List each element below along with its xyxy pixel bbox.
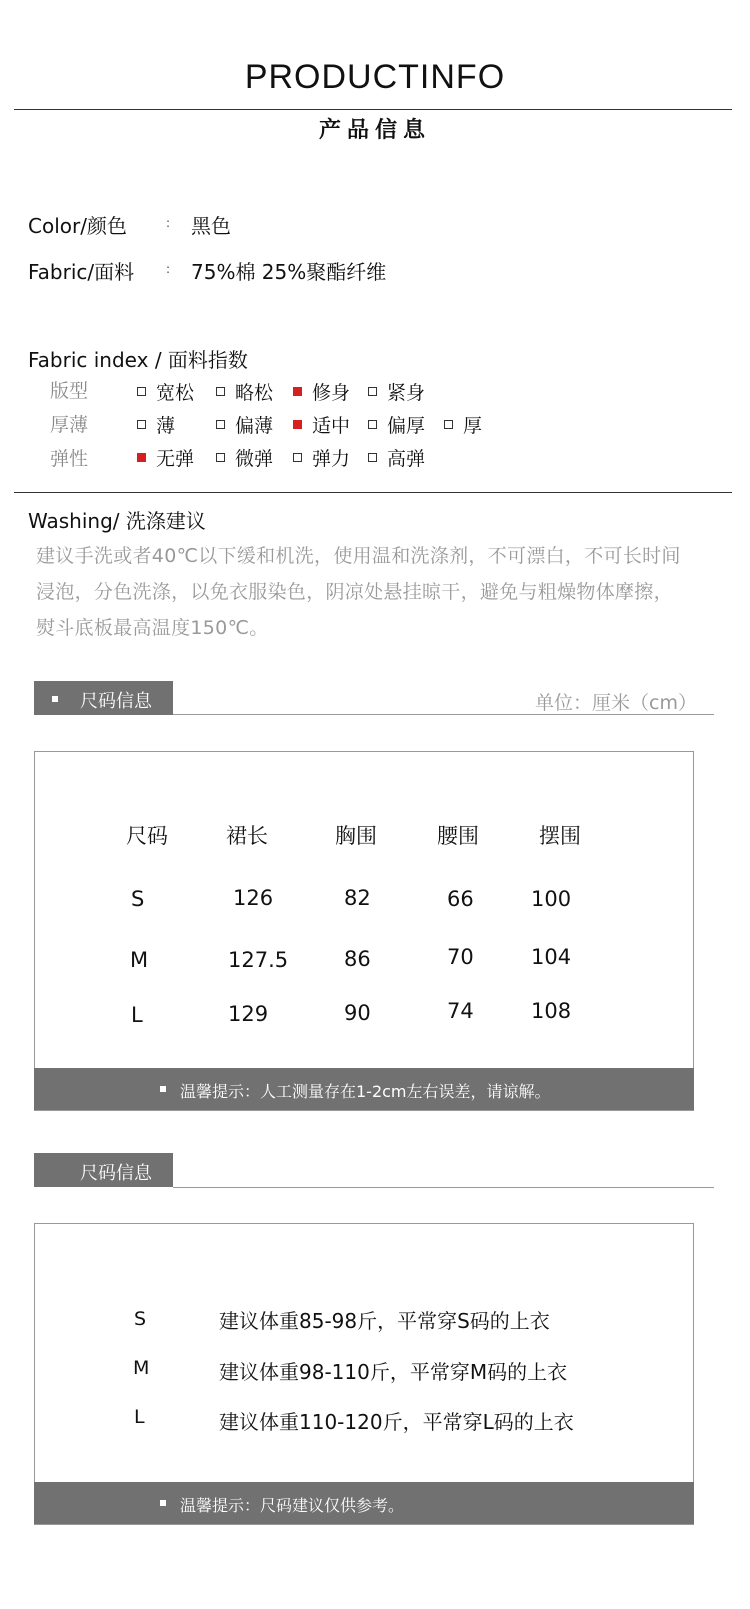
- size-table-header: 摆围: [539, 824, 581, 848]
- size-table-cell: 108: [531, 999, 572, 1023]
- advice-note-text: 温馨提示：尺码建议仅供参考。: [180, 1496, 405, 1515]
- spec-fabric-label: Fabric/面料: [28, 260, 135, 284]
- size-advice-text: 建议体重85-98斤，平常穿S码的上衣: [219, 1309, 550, 1333]
- size-advice-tab: [34, 1153, 173, 1187]
- washing-line: 建议手洗或者40℃以下缓和机洗，使用温和洗涤剂，不可漂白，不可长时间: [36, 545, 681, 567]
- checkbox-checked-icon: [293, 387, 302, 396]
- checkbox-icon: [368, 387, 377, 396]
- size-table-cell: 100: [531, 887, 572, 911]
- spec-color-sep: :: [166, 216, 171, 230]
- thickness-option-thick: 厚: [444, 411, 482, 438]
- checkbox-icon: [368, 420, 377, 429]
- size-table: [34, 751, 694, 1111]
- size-table-header: 胸围: [335, 824, 377, 848]
- washing-title: Washing/ 洗涤建议: [28, 509, 206, 533]
- size-table-cell: 74: [447, 999, 474, 1023]
- size-table-cell: 129: [228, 1002, 269, 1026]
- advice-note: [34, 1482, 694, 1524]
- elasticity-option-none: 无弹: [137, 444, 194, 471]
- spec-color: [28, 210, 231, 239]
- size-advice-text: 建议体重98-110斤，平常穿M码的上衣: [219, 1360, 568, 1384]
- size-table-cell: L: [131, 1003, 143, 1027]
- size-table-cell: 127.5: [228, 948, 289, 972]
- size-advice-size: L: [134, 1406, 145, 1428]
- checkbox-icon: [216, 420, 225, 429]
- size-table-cell: 70: [447, 945, 474, 969]
- checkbox-icon: [216, 453, 225, 462]
- checkbox-icon: [293, 453, 302, 462]
- size-table-cell: 126: [233, 886, 274, 910]
- elasticity-option-stretch: 弹力: [293, 444, 350, 471]
- thickness-option-slightly-thick: 偏厚: [368, 411, 425, 438]
- washing-line: 浸泡，分色洗涤，以免衣服染色，阴凉处悬挂晾干，避免与粗燥物体摩擦，: [36, 581, 673, 603]
- spec-color-label: Color/颜色: [28, 214, 127, 238]
- page-title-cn: 产品信息: [318, 118, 431, 143]
- fabric-index-label-thickness: 厚薄: [50, 414, 89, 436]
- size-table-cell: 86: [344, 947, 371, 971]
- size-table-cell: 104: [531, 945, 572, 969]
- page-title-en: PRODUCTINFO: [244, 58, 506, 96]
- fit-option-tight: 紧身: [368, 378, 425, 405]
- fit-option-slim: 修身: [293, 378, 350, 405]
- fit-option-loose: 宽松: [137, 378, 194, 405]
- fabric-index-title: Fabric index / 面料指数: [28, 348, 248, 372]
- size-info-tab: [34, 681, 173, 715]
- square-bullet-icon: [52, 696, 58, 702]
- size-advice-text: 建议体重110-120斤，平常穿L码的上衣: [219, 1410, 574, 1434]
- checkbox-icon: [216, 387, 225, 396]
- spec-fabric-value: 75%棉 25%聚酯纤维: [191, 260, 387, 284]
- size-table-cell: 90: [344, 1001, 371, 1025]
- checkbox-checked-icon: [137, 453, 146, 462]
- spec-color-value: 黑色: [191, 214, 231, 238]
- fabric-index-label-elasticity: 弹性: [50, 448, 89, 470]
- measurement-note-text: 温馨提示：人工测量存在1-2cm左右误差，请谅解。: [180, 1082, 551, 1101]
- checkbox-icon: [137, 420, 146, 429]
- size-table-cell: 66: [447, 887, 474, 911]
- square-bullet-icon: [160, 1086, 166, 1092]
- measurement-note: [34, 1068, 694, 1110]
- fit-option-slightly-loose: 略松: [216, 378, 273, 405]
- checkbox-icon: [444, 420, 453, 429]
- size-advice-tab-label: 尺码信息: [80, 1163, 152, 1184]
- title-divider: [14, 109, 732, 110]
- thickness-option-thin: 薄: [137, 411, 175, 438]
- spec-fabric-sep: :: [166, 262, 171, 276]
- elasticity-option-slight: 微弹: [216, 444, 273, 471]
- elasticity-option-high: 高弹: [368, 444, 425, 471]
- thickness-option-medium: 适中: [293, 411, 350, 438]
- size-advice-size: M: [133, 1357, 150, 1379]
- size-table-header: 尺码: [126, 824, 168, 848]
- size-info-tab-label: 尺码信息: [80, 691, 152, 712]
- fabric-index-label-fit: 版型: [50, 380, 89, 402]
- size-advice-underline: [173, 1187, 714, 1188]
- checkbox-checked-icon: [293, 420, 302, 429]
- size-table-cell: S: [131, 887, 145, 911]
- square-bullet-icon: [160, 1500, 166, 1506]
- size-advice-size: S: [134, 1308, 147, 1330]
- size-unit: 单位：厘米（cm）: [535, 692, 697, 714]
- washing-line: 熨斗底板最高温度150℃。: [36, 617, 269, 639]
- thickness-option-slightly-thin: 偏薄: [216, 411, 273, 438]
- size-table-cell: 82: [344, 886, 371, 910]
- size-table-header: 裙长: [226, 824, 268, 848]
- spec-fabric: [28, 256, 387, 285]
- washing-instructions: [36, 538, 726, 646]
- size-table-cell: M: [130, 948, 149, 972]
- size-table-header: 腰围: [437, 824, 479, 848]
- checkbox-icon: [368, 453, 377, 462]
- checkbox-icon: [137, 387, 146, 396]
- section-divider: [14, 492, 732, 493]
